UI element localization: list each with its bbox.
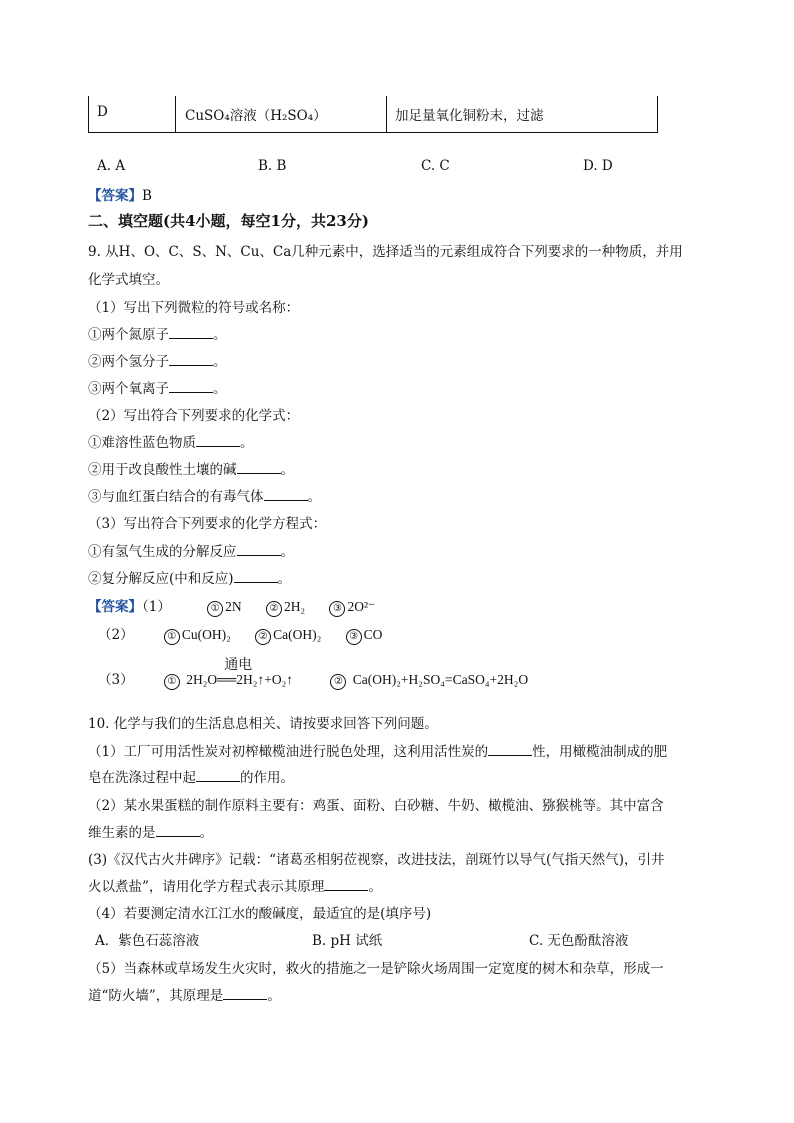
q9-item: ①难溶性蓝色物质 。 <box>88 435 254 451</box>
answer-blank[interactable] <box>169 379 213 393</box>
q9-item: ②复分解反应(中和反应) 。 <box>88 571 292 587</box>
answer-blank[interactable] <box>223 986 267 1000</box>
q9-part1: （1）写出下列微粒的符号或名称： <box>88 300 300 316</box>
table-border <box>88 96 89 132</box>
answer-blank[interactable] <box>169 352 213 366</box>
answer-9-line1: 【答案】（1） ① 2N ② 2H₂ ③ 2O²⁻ <box>88 599 376 615</box>
q9-stem-line1: 9. 从H、O、C、S、N、Cu、Ca几种元素中，选择适当的元素组成符合下列要求的一种物质，并用 <box>88 244 683 260</box>
q10-option-c: C. 无色酚酞溶液 <box>529 933 629 949</box>
q10-part1-line2: 皂在洗涤过程中起 的作用。 <box>88 770 294 786</box>
answer-blank[interactable] <box>196 433 240 447</box>
table-cell-method: 加足量氧化铜粉末，过滤 <box>395 108 544 124</box>
table-cell-substance: CuSO₄溶液（H₂SO₄） <box>185 108 327 124</box>
q10-part2-line1: （2）某水果蛋糕的制作原料主要有：鸡蛋、面粉、白砂糖、牛奶、橄榄油、猕猴桃等。其中富含 <box>88 798 664 814</box>
table-border <box>175 96 176 132</box>
section-title: 二、填空题(共4小题，每空1分，共23分) <box>88 212 369 230</box>
answer-blank[interactable] <box>488 742 532 756</box>
answer-blank[interactable] <box>169 325 213 339</box>
q9-item: ①有氢气生成的分解反应 。 <box>88 544 294 560</box>
table-cell-option: D <box>97 104 108 120</box>
q10-option-b: B. pH 试纸 <box>312 933 383 949</box>
equation-neutralization: Ca(OH)₂+H₂SO₄=CaSO₄+2H₂O <box>352 672 529 687</box>
answer-tag: 【答案】 <box>88 599 142 615</box>
q10-stem: 10. 化学与我们的生活息息相关、请按要求回答下列问题。 <box>88 716 438 732</box>
q10-part3-line1: (3)《汉代古火井碑序》记载：“诸葛丞相躬莅视察，改进技法，剖斑竹以导气(气指天然气)，引井 <box>88 852 665 868</box>
answer-blank[interactable] <box>237 542 281 556</box>
table-border <box>386 96 387 132</box>
answer-blank[interactable] <box>237 460 281 474</box>
answer-value: B <box>142 188 152 204</box>
q9-item: ①两个氮原子 。 <box>88 327 227 343</box>
equation-electrolysis: 通电 2H₂O══2H₂↑+O₂↑ <box>186 658 294 687</box>
answer-blank[interactable] <box>156 823 200 837</box>
table-border <box>657 96 658 132</box>
q10-part1-line1: （1）工厂可用活性炭对初榨橄榄油进行脱色处理，这利用活性炭的 性，用橄榄油制成的肥 <box>88 744 668 760</box>
q10-part3-line2: 火以煮盐”，请用化学方程式表示其原理 。 <box>88 879 382 895</box>
q10-part4: （4）若要测定清水江江水的酸碱度，最适宜的是(填序号) <box>88 906 432 922</box>
q10-part5-line1: （5）当森林或草场发生火灾时，救火的措施之一是铲除火场周围一定宽度的树木和杂草，形成一 <box>88 961 664 977</box>
choice-c: C. C <box>421 158 450 174</box>
q10-part2-line2: 维生素的是 。 <box>88 825 213 841</box>
choice-b: B. B <box>258 158 287 174</box>
answer-blank[interactable] <box>324 877 368 891</box>
answer-blank[interactable] <box>234 569 278 583</box>
q9-part3: （3）写出符合下列要求的化学方程式： <box>88 516 327 532</box>
answer-8 <box>88 184 152 204</box>
q10-part5-line2: 道“防火墙”，其原理是 。 <box>88 988 281 1004</box>
q10-option-a: A．紫色石蕊溶液 <box>95 933 200 949</box>
q9-item: ③两个氧离子 。 <box>88 381 227 397</box>
q9-part2: （2）写出符合下列要求的化学式： <box>88 408 300 424</box>
q9-item: ②两个氢分子 。 <box>88 354 227 370</box>
options-table-row <box>88 96 658 133</box>
q9-item: ③与血红蛋白结合的有毒气体 。 <box>88 489 321 505</box>
choice-d: D. D <box>583 158 613 174</box>
answer-tag: 【答案】 <box>88 188 142 204</box>
q9-item: ②用于改良酸性土壤的碱 。 <box>88 462 294 478</box>
choice-a: A. A <box>97 158 126 174</box>
q9-stem-line2: 化学式填空。 <box>88 272 169 288</box>
answer-blank[interactable] <box>264 487 308 501</box>
answer-blank[interactable] <box>196 768 240 782</box>
answer-9-line3: （3） ① 通电 2H₂O══2H₂↑+O₂↑ ② Ca(OH)₂+H₂SO₄=CaSO₄+2H₂O <box>98 658 529 688</box>
answer-9-line2: （2） ① Cu(OH)₂ ② Ca(OH)₂ ③ CO <box>98 627 383 643</box>
